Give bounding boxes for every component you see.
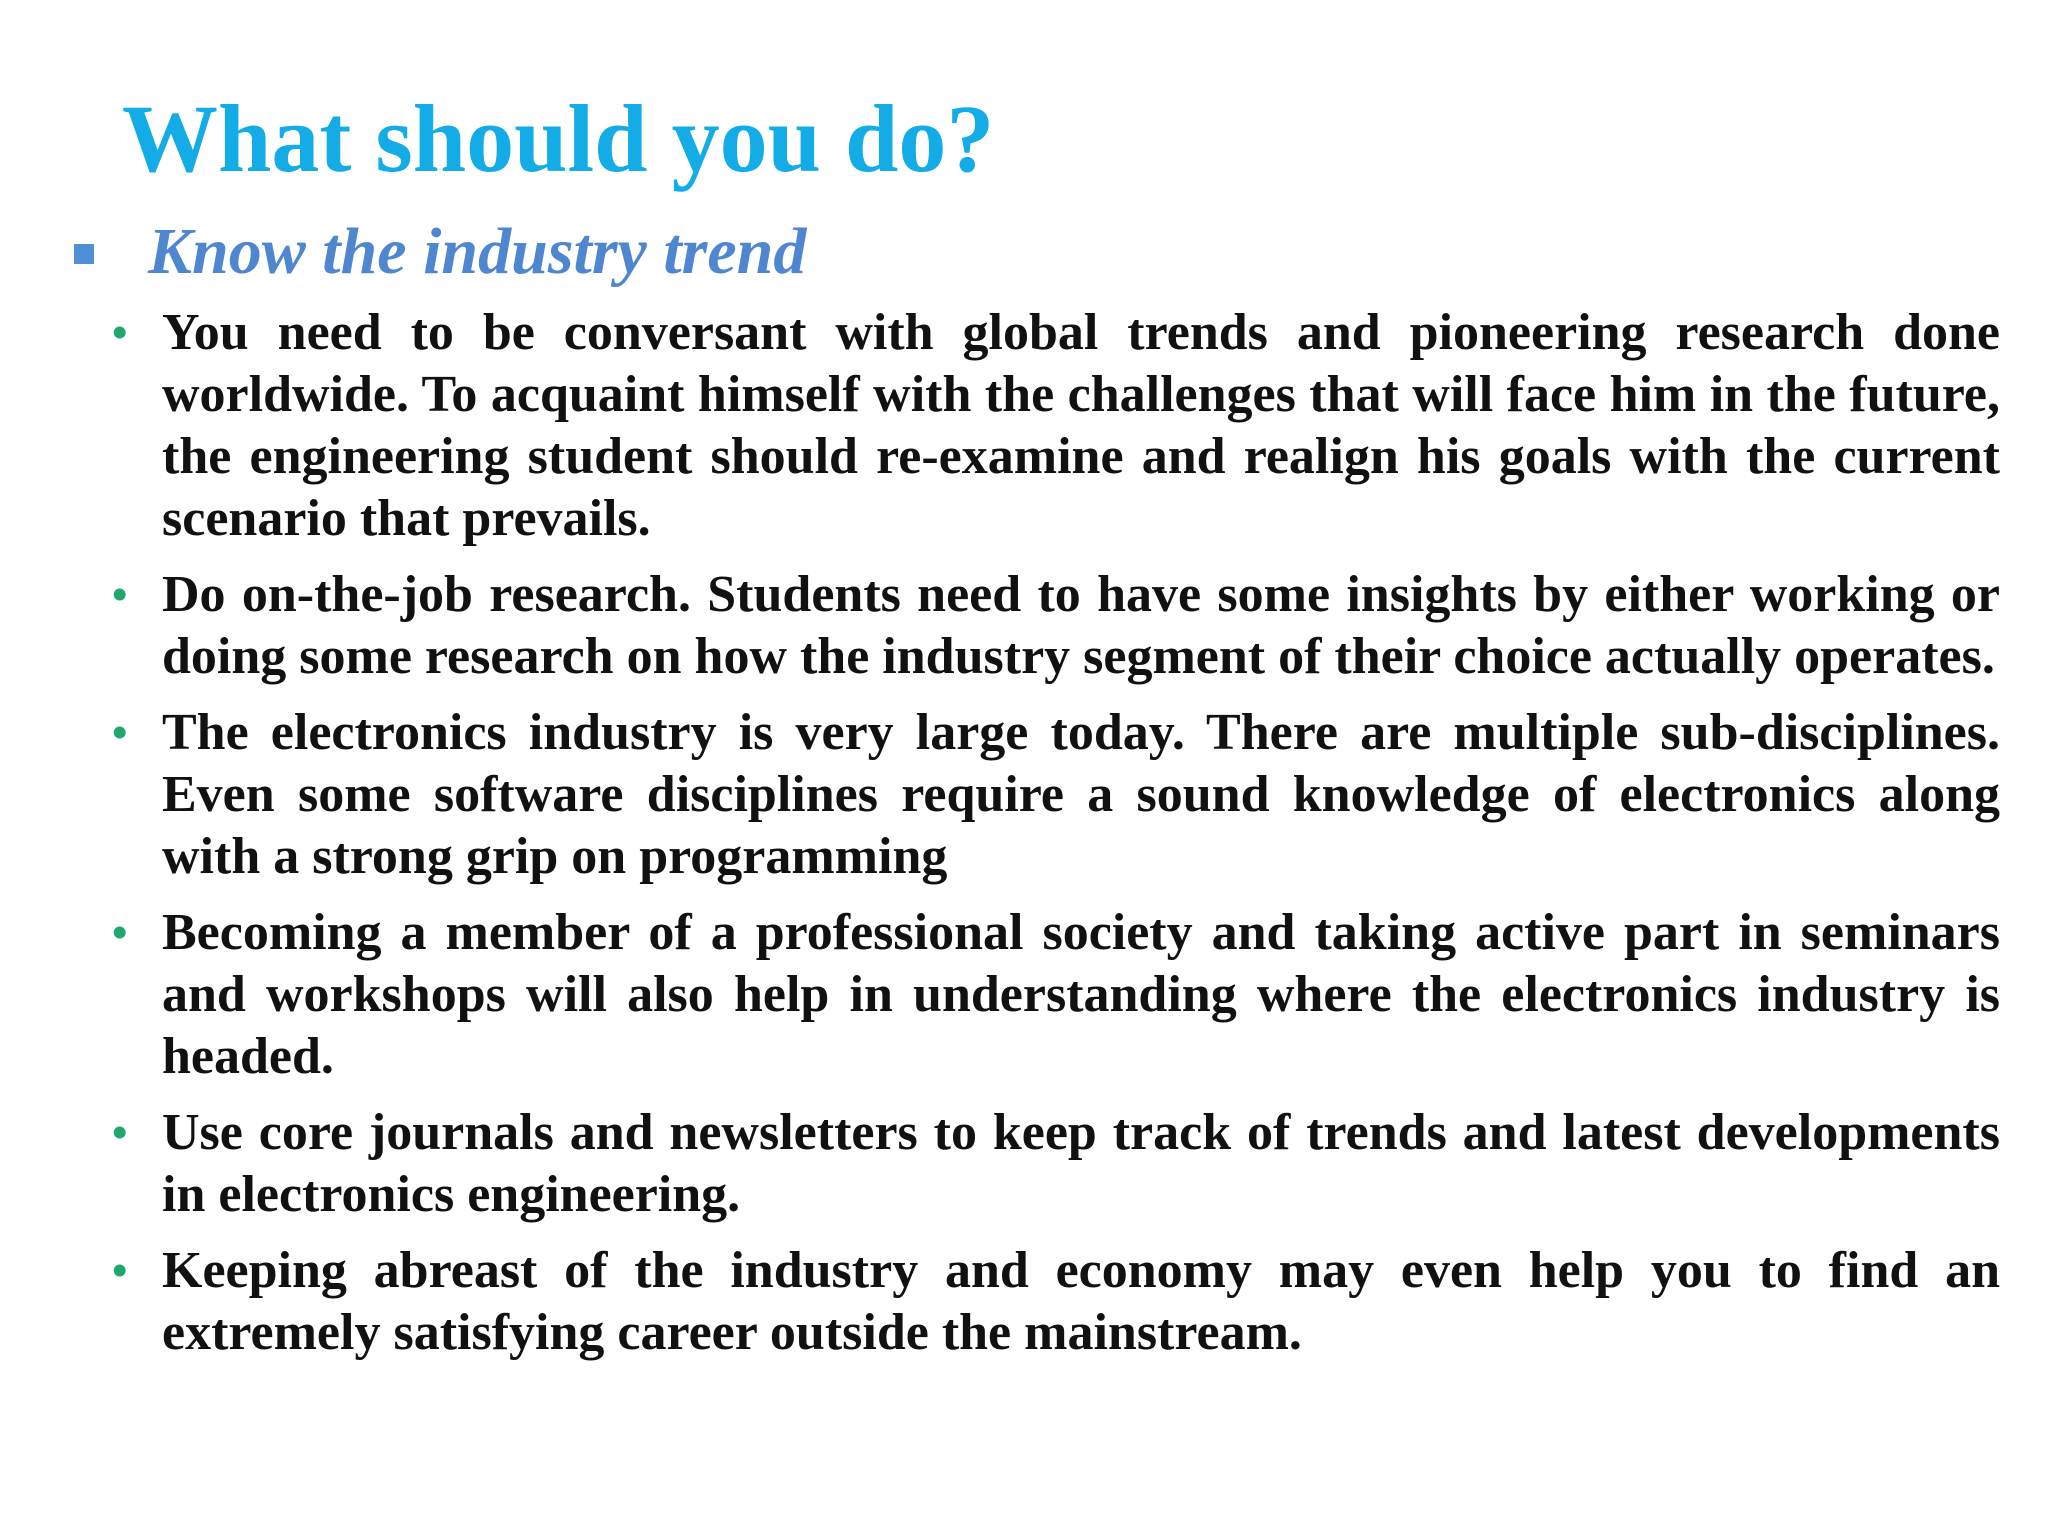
- bullet-item: [110, 902, 2000, 1088]
- subheading: [74, 216, 806, 289]
- bullet-item: [110, 302, 2000, 550]
- bullet-text: Keeping abreast of the industry and economy may even help you to find an extremely satisfying career outside the mainstream.: [162, 1242, 2000, 1361]
- bullet-text: You need to be conversant with global trends and pioneering research done worldwide. To acquaint himself with the challenges that will face him in the future, the engineering student should re-examine and realign his goals with the current scenario that prevails.: [162, 304, 2000, 547]
- bullet-text: The electronics industry is very large today. There are multiple sub-disciplines. Even some software disciplines require a sound knowledge of electronics along with a strong grip on programming: [162, 704, 2000, 885]
- dot-bullet-icon: •: [112, 908, 128, 957]
- bullet-list: [110, 302, 2000, 1378]
- dot-bullet-icon: •: [112, 1108, 128, 1157]
- square-bullet-icon: [74, 244, 94, 264]
- dot-bullet-icon: •: [112, 1246, 128, 1295]
- bullet-text: Use core journals and newsletters to keep track of trends and latest developments in electronics engineering.: [162, 1104, 2000, 1223]
- bullet-item: [110, 564, 2000, 688]
- bullet-item: [110, 702, 2000, 888]
- bullet-text: Becoming a member of a professional society and taking active part in seminars and workshops will also help in understanding where the electronics industry is headed.: [162, 904, 2000, 1085]
- bullet-text: Do on-the-job research. Students need to have some insights by either working or doing some research on how the industry segment of their choice actually operates.: [162, 566, 2000, 685]
- dot-bullet-icon: •: [112, 570, 128, 619]
- bullet-item: [110, 1240, 2000, 1364]
- subheading-text: Know the industry trend: [148, 215, 807, 288]
- bullet-item: [110, 1102, 2000, 1226]
- dot-bullet-icon: •: [112, 308, 128, 357]
- slide-title: What should you do?: [122, 85, 995, 192]
- dot-bullet-icon: •: [112, 708, 128, 757]
